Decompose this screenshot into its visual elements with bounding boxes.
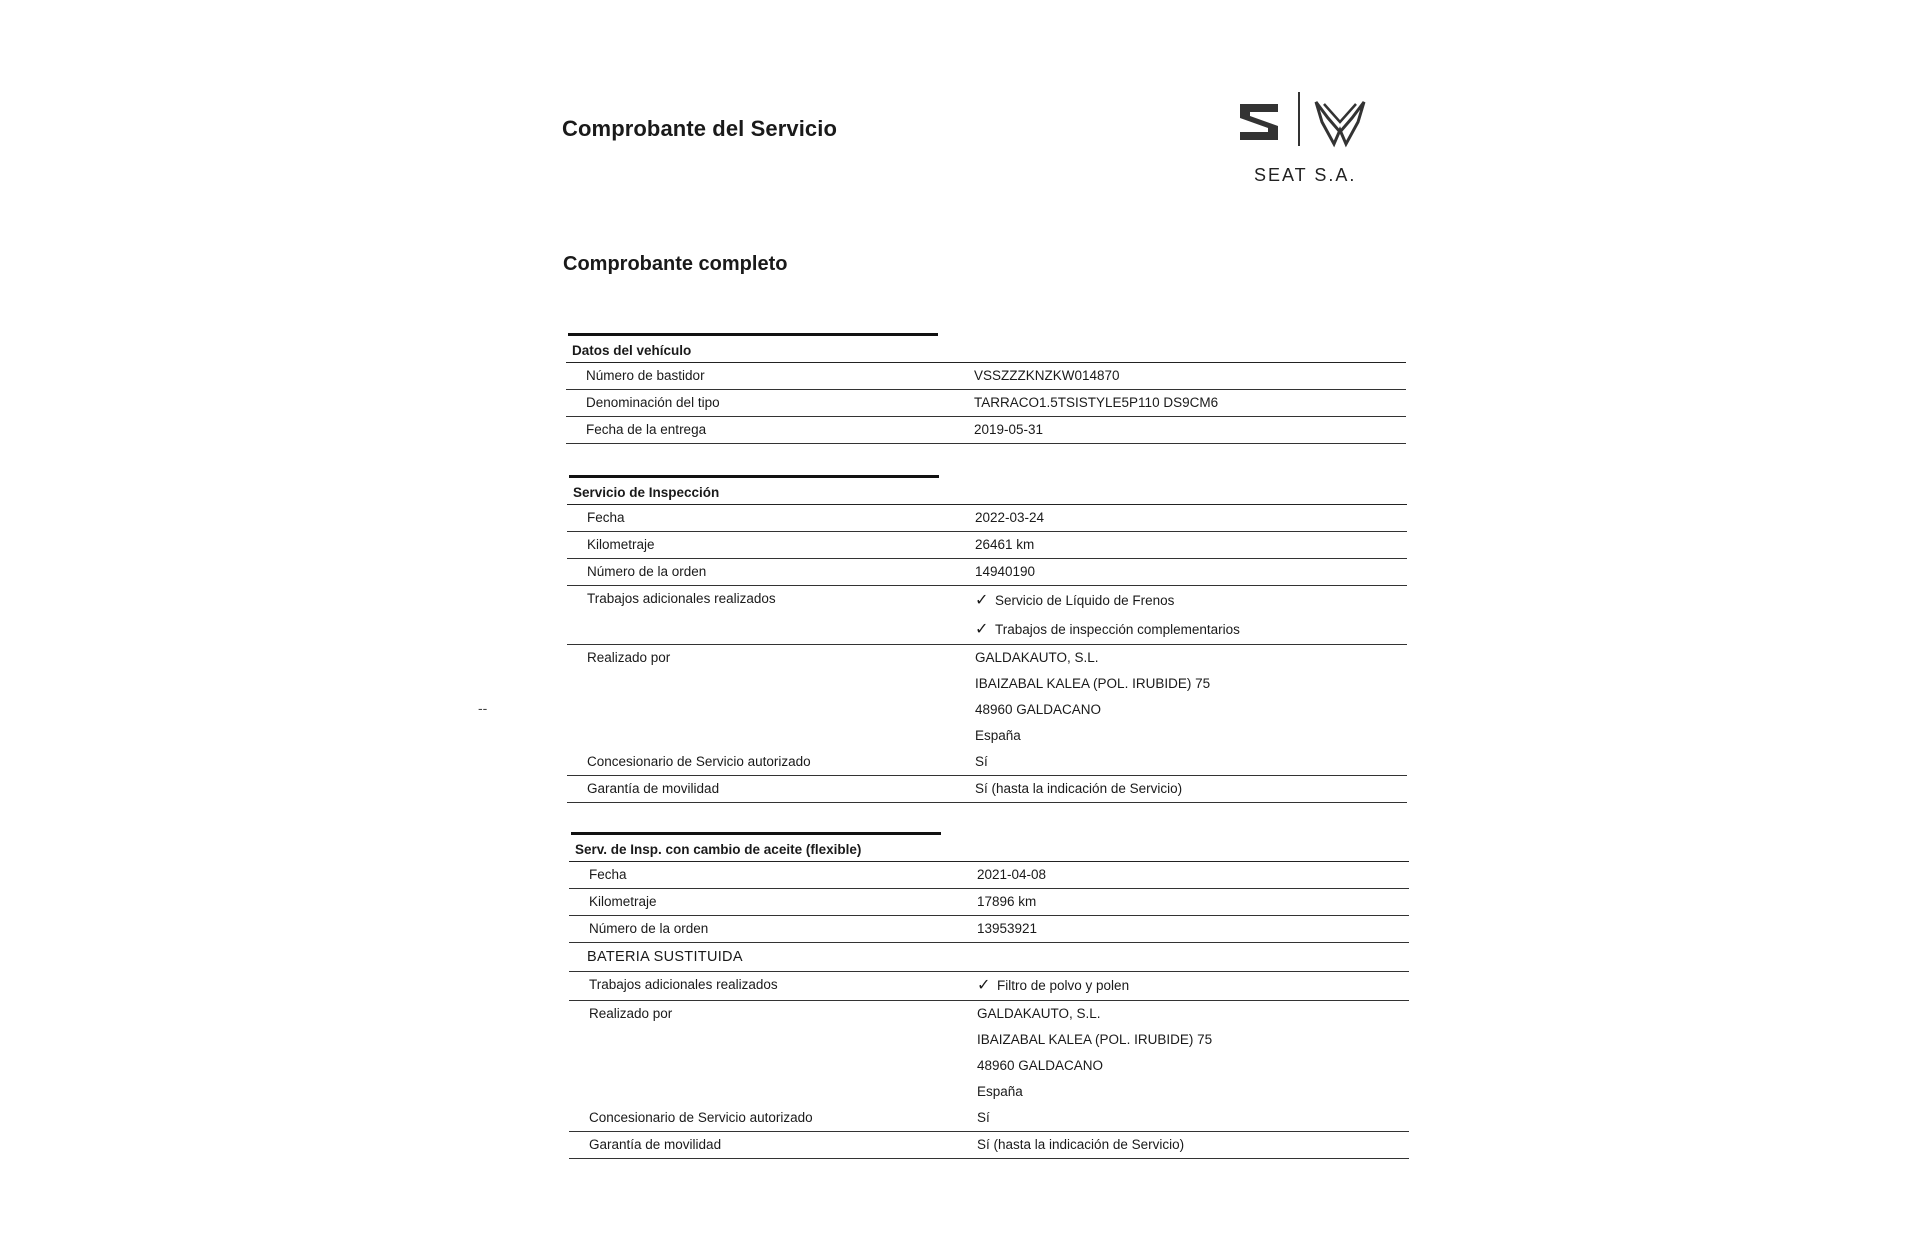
row-label: Concesionario de Servicio autorizado bbox=[587, 754, 811, 769]
vehicle-section bbox=[566, 333, 1406, 444]
row-value: 26461 km bbox=[975, 537, 1035, 552]
checkmark-icon: ✓ bbox=[975, 592, 989, 609]
row-label: Fecha de la entrega bbox=[586, 422, 707, 437]
row-value: 48960 GALDACANO bbox=[977, 1058, 1104, 1073]
row-label: Fecha bbox=[589, 867, 627, 882]
table-row bbox=[567, 586, 1407, 645]
checkmark-icon: ✓ bbox=[977, 977, 991, 994]
row-value: España bbox=[977, 1084, 1023, 1099]
row-value: 13953921 bbox=[977, 921, 1038, 936]
row-value: Trabajos de inspección complementarios bbox=[995, 622, 1240, 637]
row-label: Trabajos adicionales realizados bbox=[587, 591, 776, 606]
handwritten-note: BATERIA SUSTITUIDA bbox=[569, 943, 1409, 972]
row-value: 48960 GALDACANO bbox=[975, 702, 1102, 717]
table-row bbox=[566, 363, 1406, 390]
row-value: 2021-04-08 bbox=[977, 867, 1047, 882]
row-label: Número de la orden bbox=[589, 921, 709, 936]
table-row bbox=[567, 749, 1407, 776]
row-value: 17896 km bbox=[977, 894, 1037, 909]
row-value: IBAIZABAL KALEA (POL. IRUBIDE) 75 bbox=[977, 1032, 1213, 1047]
row-label: Fecha bbox=[587, 510, 625, 525]
table-row bbox=[569, 1132, 1409, 1159]
table-row bbox=[567, 505, 1407, 532]
row-value: 14940190 bbox=[975, 564, 1036, 579]
row-label: Realizado por bbox=[589, 1006, 673, 1021]
table-row bbox=[569, 1001, 1409, 1105]
row-label: Trabajos adicionales realizados bbox=[589, 977, 778, 992]
row-value: Sí bbox=[977, 1110, 990, 1125]
row-value: Filtro de polvo y polen bbox=[997, 978, 1130, 993]
row-value: Servicio de Líquido de Frenos bbox=[995, 593, 1175, 608]
page-title: Comprobante del Servicio bbox=[562, 116, 838, 141]
row-label: Garantía de movilidad bbox=[587, 781, 720, 796]
table-row bbox=[566, 390, 1406, 417]
table-row bbox=[567, 645, 1407, 749]
oil-service-section bbox=[569, 832, 1409, 1159]
row-label: Garantía de movilidad bbox=[589, 1137, 722, 1152]
row-value: TARRACO1.5TSISTYLE5P110 DS9CM6 bbox=[974, 395, 1219, 410]
row-label: Kilometraje bbox=[589, 894, 657, 909]
table-row bbox=[569, 916, 1409, 943]
company-name: SEAT S.A. bbox=[1254, 165, 1357, 185]
table-row bbox=[569, 862, 1409, 889]
row-value: Sí (hasta la indicación de Servicio) bbox=[975, 781, 1183, 796]
margin-mark: -- bbox=[478, 700, 488, 716]
row-value: GALDAKAUTO, S.L. bbox=[977, 1006, 1101, 1021]
row-label: Kilometraje bbox=[587, 537, 655, 552]
row-value: Sí (hasta la indicación de Servicio) bbox=[977, 1137, 1185, 1152]
table-row bbox=[569, 889, 1409, 916]
subtitle: Comprobante completo bbox=[563, 253, 788, 275]
section-title: Serv. de Insp. con cambio de aceite (flexible) bbox=[569, 835, 1409, 862]
row-label: Realizado por bbox=[587, 650, 671, 665]
row-value: 2022-03-24 bbox=[975, 510, 1045, 525]
row-value: GALDAKAUTO, S.L. bbox=[975, 650, 1099, 665]
row-label: Número de bastidor bbox=[586, 368, 705, 383]
row-label: Concesionario de Servicio autorizado bbox=[589, 1110, 813, 1125]
row-value: Sí bbox=[975, 754, 988, 769]
row-value: 2019-05-31 bbox=[974, 422, 1044, 437]
row-label: Denominación del tipo bbox=[586, 395, 720, 410]
section-title: Servicio de Inspección bbox=[567, 478, 1407, 505]
row-value: España bbox=[975, 728, 1021, 743]
checkmark-icon: ✓ bbox=[975, 621, 989, 638]
row-value: IBAIZABAL KALEA (POL. IRUBIDE) 75 bbox=[975, 676, 1211, 691]
table-row bbox=[567, 559, 1407, 586]
table-row bbox=[567, 532, 1407, 559]
row-value: VSSZZZKNZKW014870 bbox=[974, 368, 1120, 383]
table-row bbox=[566, 417, 1406, 444]
table-row bbox=[569, 972, 1409, 1001]
row-label: Número de la orden bbox=[587, 564, 707, 579]
table-row bbox=[567, 776, 1407, 803]
seat-cupra-logo-icon bbox=[1230, 88, 1370, 158]
inspection-section bbox=[567, 475, 1407, 803]
section-title: Datos del vehículo bbox=[566, 336, 1406, 363]
table-row bbox=[569, 1105, 1409, 1132]
